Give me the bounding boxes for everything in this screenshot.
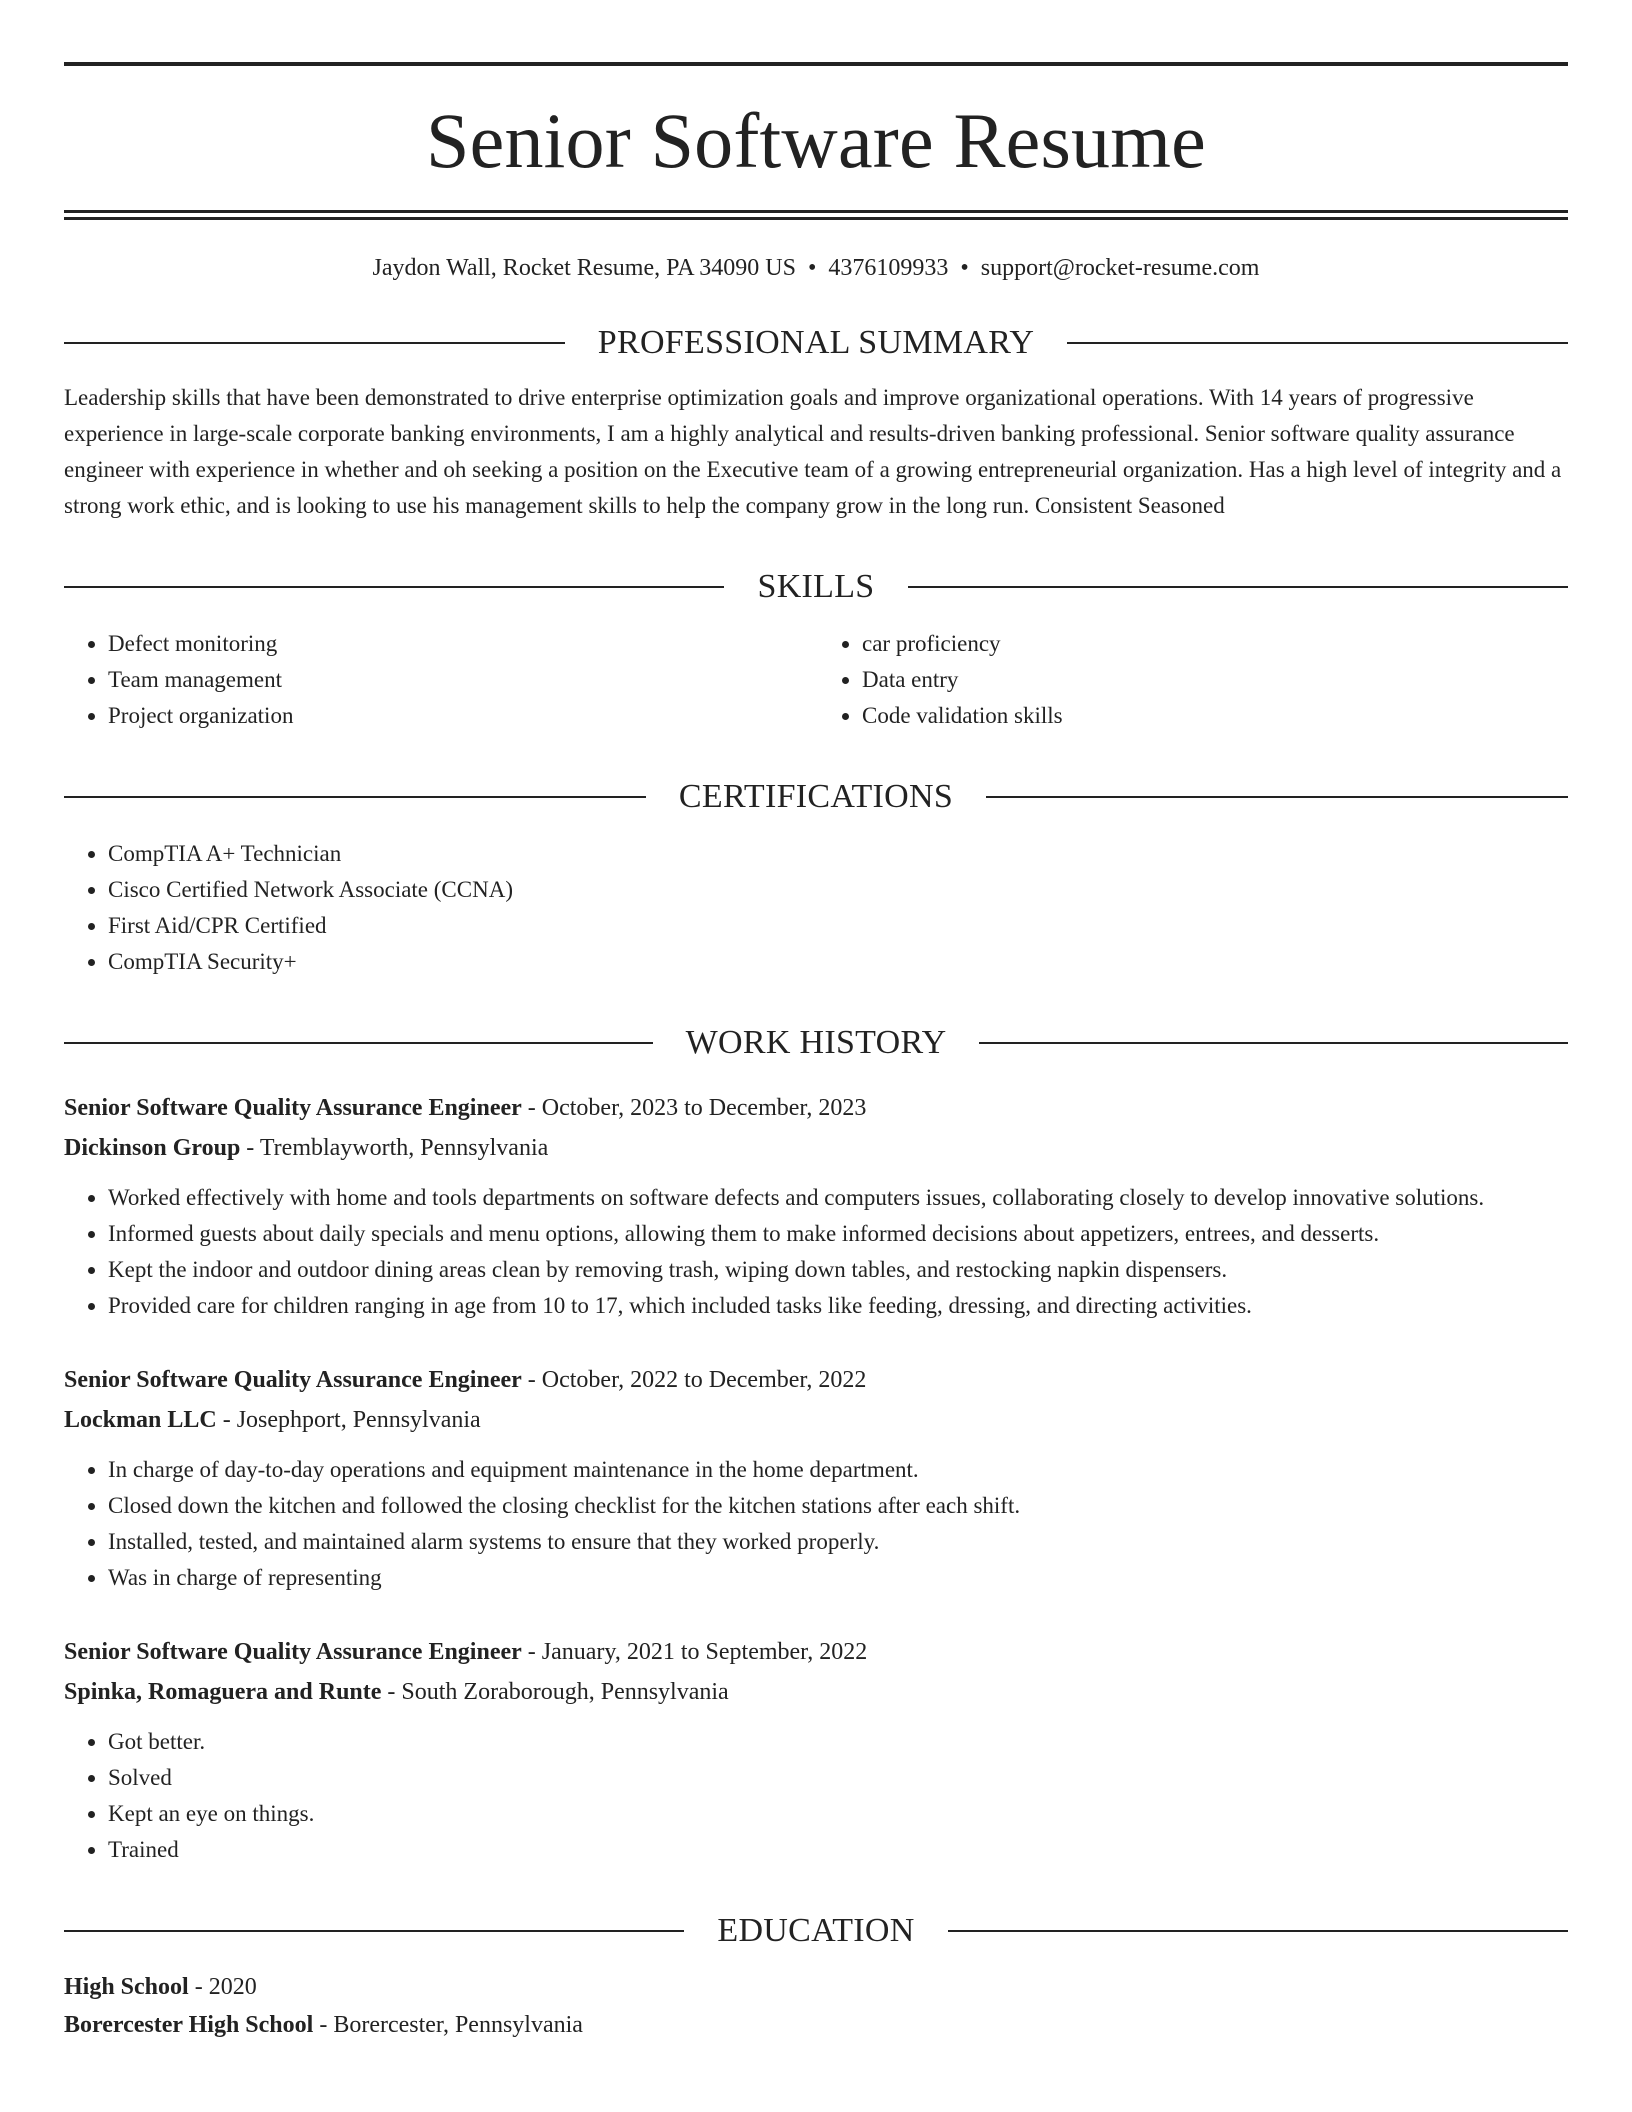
skills-list-right [814,626,1568,734]
education-school: Borercester High School [64,2012,314,2038]
skill-item: • Project organization [108,698,814,734]
section-rule-right [908,586,1568,588]
job-entry [64,1088,1568,1324]
section-rule-right [979,1042,1568,1044]
job-entry [64,1360,1568,1596]
education-entry [64,1968,1568,2044]
job-bullet: • Solved [108,1760,1568,1796]
section-rule-left [64,342,565,344]
education-degree: High School [64,1974,189,2000]
job-dates: October, 2023 to December, 2023 [541,1095,867,1121]
section-rule-right [986,796,1568,798]
section-header-certifications [64,780,1568,814]
job-title: Senior Software Quality Assurance Engineer [64,1639,522,1665]
skill-item: • Data entry [862,662,1568,698]
page-title: Senior Software Resume [426,97,1206,184]
skill-item: • Code validation skills [862,698,1568,734]
dash: - [381,1679,402,1705]
resume-page [64,0,1568,2044]
job-bullet: • Kept the indoor and outdoor dining areas clean by removing trash, wiping down tables, and restocking napkin dispensers. [108,1252,1568,1288]
job-company: Lockman LLC [64,1407,217,1433]
section-heading-summary: PROFESSIONAL SUMMARY [597,324,1035,361]
job-bullets [64,1724,1568,1868]
section-header-education [64,1914,1568,1948]
dash: - [521,1639,542,1665]
section-rule-right [948,1930,1568,1932]
certifications-list [64,836,1568,980]
certification-item: • CompTIA Security+ [108,944,1568,980]
job-bullet: • Kept an eye on things. [108,1796,1568,1832]
job-location: Tremblayworth, Pennsylvania [259,1135,549,1161]
contact-separator: • [960,255,969,281]
section-header-summary [64,326,1568,360]
job-bullets [64,1180,1568,1324]
job-location: South Zoraborough, Pennsylvania [401,1679,729,1705]
job-bullet: • Was in charge of representing [108,1560,1568,1596]
job-bullet: • In charge of day-to-day operations and equipment maintenance in the home department. [108,1452,1568,1488]
job-bullet: • Worked effectively with home and tools departments on software defects and computers issues, collaborating closely to develop innovative solutions. [108,1180,1568,1216]
job-title: Senior Software Quality Assurance Engineer [64,1367,522,1393]
job-entry [64,1632,1568,1868]
job-title-line [64,1088,1568,1128]
certification-item: • First Aid/CPR Certified [108,908,1568,944]
job-company-line [64,1672,1568,1712]
section-heading-education: EDUCATION [717,1912,915,1949]
title-double-rule [64,210,1568,220]
section-rule-left [64,1930,684,1932]
skill-item: • Defect monitoring [108,626,814,662]
job-title-line [64,1632,1568,1672]
section-header-skills [64,570,1568,604]
contact-phone: 4376109933 [828,255,949,281]
job-company-line [64,1128,1568,1168]
section-header-work [64,1026,1568,1060]
education-degree-line [64,1968,1568,2006]
job-company: Spinka, Romaguera and Runte [64,1679,382,1705]
dash: - [521,1095,542,1121]
job-bullet: • Got better. [108,1724,1568,1760]
dash: - [313,2012,334,2038]
certification-item: • CompTIA A+ Technician [108,836,1568,872]
dash: - [521,1367,542,1393]
contact-address: Jaydon Wall, Rocket Resume, PA 34090 US [372,255,796,281]
top-rule [64,62,1568,66]
dash: - [240,1135,260,1161]
job-location: Josephport, Pennsylvania [236,1407,481,1433]
job-dates: October, 2022 to December, 2022 [541,1367,867,1393]
job-title: Senior Software Quality Assurance Engineer [64,1095,522,1121]
skills-columns [64,626,1568,734]
contact-line [64,256,1568,280]
section-rule-left [64,796,646,798]
job-bullets [64,1452,1568,1596]
summary-text: Leadership skills that have been demonstrated to drive enterprise optimization goals and improve organizational operations. With 14 years of progressive experience in large-scale corporate banking environments, I am a highly analytical and results-driven banking professional. Senior software quality assurance engineer with experience in whether and oh seeking a position on the Executive team of a growing entrepreneurial organization. Has a high level of integrity and a strong work ethic, and is looking to use his management skills to help the company grow in the long run. Consistent Seasoned [64,385,1562,518]
job-bullet: • Informed guests about daily specials and menu options, allowing them to make informed decisions about appetizers, entrees, and desserts. [108,1216,1568,1252]
education-school-line [64,2006,1568,2044]
job-company: Dickinson Group [64,1135,241,1161]
skill-item: • car proficiency [862,626,1568,662]
job-title-line [64,1360,1568,1400]
job-bullet: • Installed, tested, and maintained alarm systems to ensure that they worked properly. [108,1524,1568,1560]
dash: - [216,1407,237,1433]
contact-separator: • [807,255,817,281]
job-company-line [64,1400,1568,1440]
job-bullet: • Provided care for children ranging in age from 10 to 17, which included tasks like feeding, dressing, and directing activities. [108,1288,1568,1324]
skill-item: • Team management [108,662,814,698]
section-rule-left [64,586,724,588]
education-year: 2020 [208,1974,257,2000]
section-rule-right [1067,342,1568,344]
section-heading-work: WORK HISTORY [685,1024,947,1061]
job-bullet: • Closed down the kitchen and followed the closing checklist for the kitchen stations after each shift. [108,1488,1568,1524]
section-heading-skills: SKILLS [757,568,875,605]
skills-list-left [64,626,814,734]
education-location: Borercester, Pennsylvania [333,2012,583,2038]
contact-email: support@rocket-resume.com [980,255,1260,281]
job-bullet: • Trained [108,1832,1568,1868]
dash: - [188,1974,209,2000]
section-rule-left [64,1042,653,1044]
job-dates: January, 2021 to September, 2022 [541,1639,868,1665]
section-heading-certifications: CERTIFICATIONS [678,778,954,815]
certification-item: • Cisco Certified Network Associate (CCNA) [108,872,1568,908]
